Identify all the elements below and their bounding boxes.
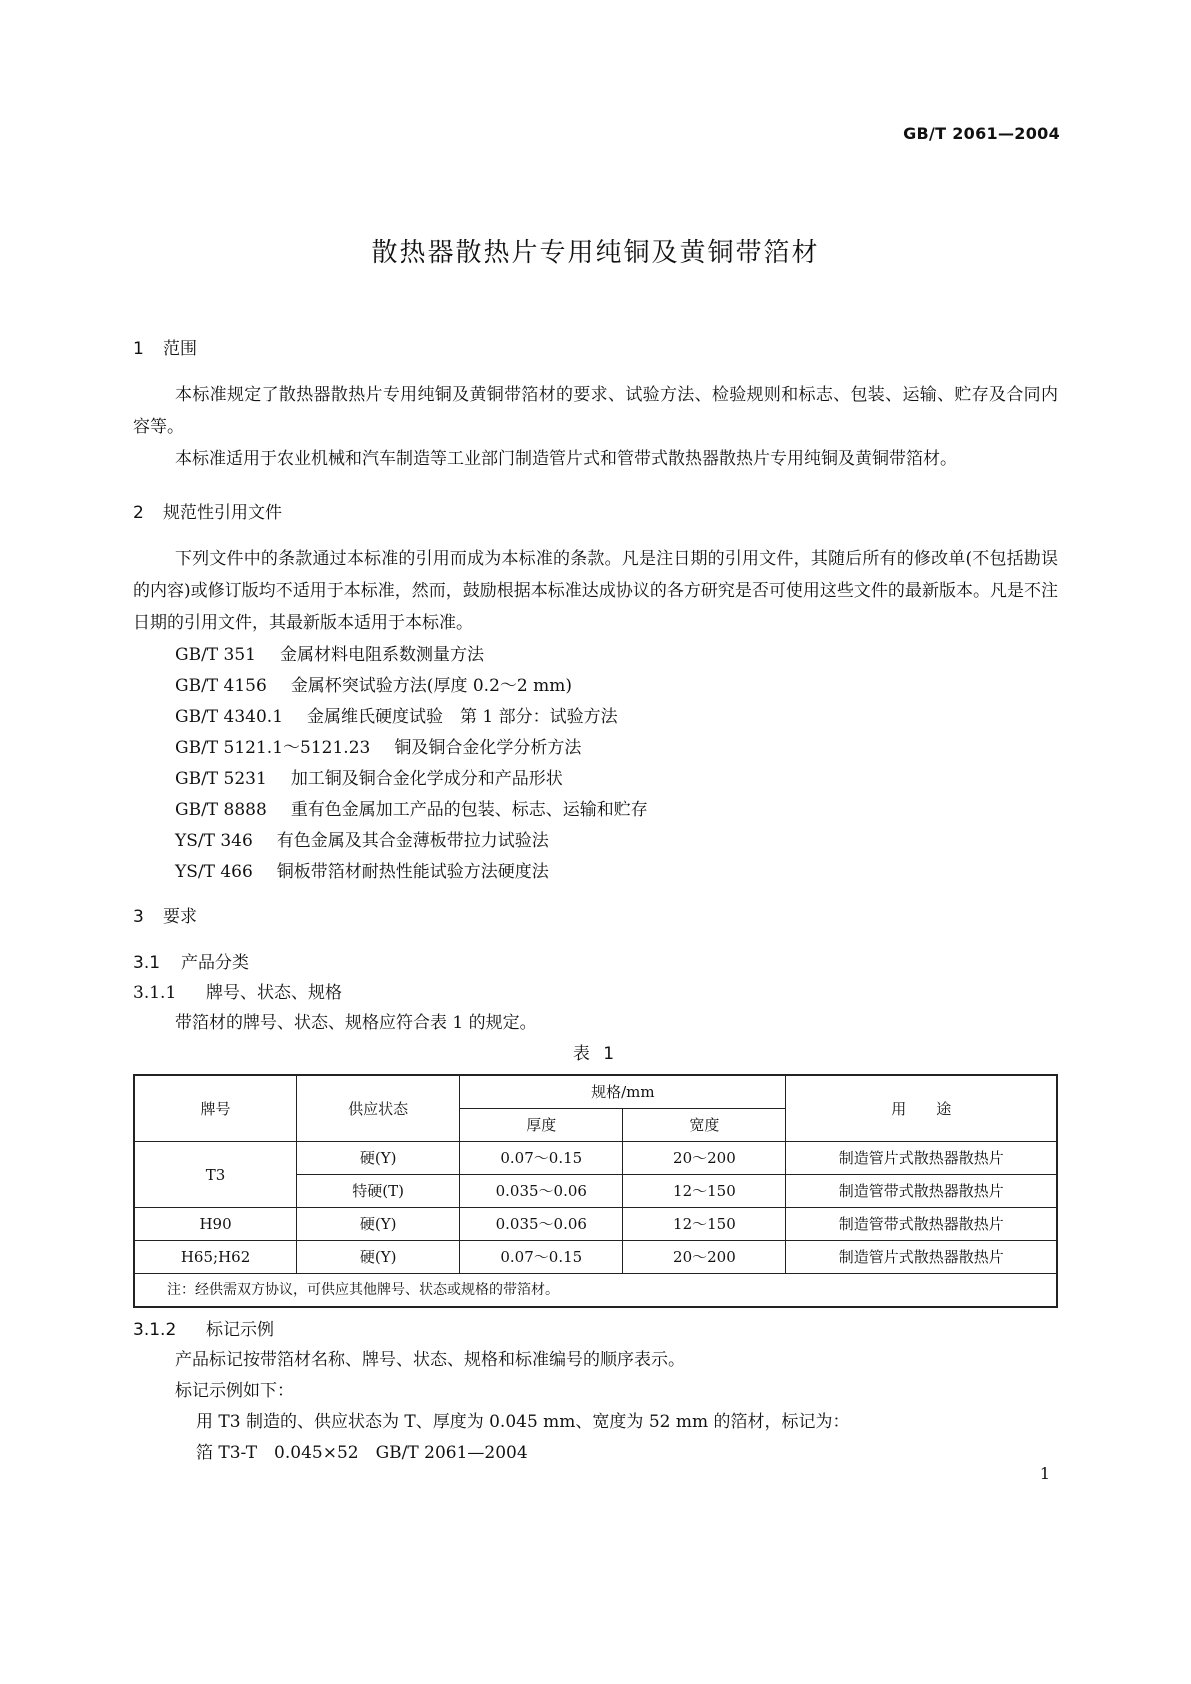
section-title: 范围 — [163, 339, 197, 359]
cell-grade: H65;H62 — [134, 1241, 297, 1274]
section-number: 3.1 — [133, 953, 161, 973]
section-title: 牌号、状态、规格 — [206, 983, 342, 1003]
cell-thickness: 0.07～0.15 — [460, 1142, 623, 1175]
section-title: 要求 — [163, 907, 197, 927]
table-header-row — [134, 1075, 1057, 1109]
table-row — [134, 1208, 1057, 1241]
cell-temper: 硬(Y) — [297, 1241, 460, 1274]
table-row — [134, 1241, 1057, 1274]
reference-name: 铜板带箔材耐热性能试验方法硬度法 — [276, 862, 549, 882]
table-caption: 表 1 — [572, 1044, 619, 1064]
spec-table — [133, 1074, 1058, 1308]
section-2-heading — [133, 497, 1058, 529]
section-number: 2 — [133, 503, 144, 523]
page-number: 1 — [1039, 1464, 1050, 1483]
section-3-1-heading — [133, 947, 1058, 977]
cell-thickness: 0.035～0.06 — [460, 1208, 623, 1241]
header-spec: 规格/mm — [460, 1075, 786, 1109]
cell-width: 20～200 — [623, 1142, 786, 1175]
reference-item — [133, 763, 1058, 794]
cell-grade: H90 — [134, 1208, 297, 1241]
header-grade: 牌号 — [134, 1075, 297, 1142]
cell-temper: 硬(Y) — [297, 1142, 460, 1175]
reference-code: GB/T 351 — [175, 645, 256, 665]
reference-code: GB/T 4156 — [175, 676, 267, 696]
reference-item — [133, 732, 1058, 763]
header-temper: 供应状态 — [297, 1075, 460, 1142]
cell-use: 制造管带式散热器散热片 — [786, 1175, 1057, 1208]
reference-name: 加工铜及铜合金化学成分和产品形状 — [290, 769, 563, 789]
paragraph: 本标准规定了散热器散热片专用纯铜及黄铜带箔材的要求、试验方法、检验规则和标志、包装、运输、贮存及合同内容等。 — [133, 385, 1058, 437]
reference-item — [133, 701, 1058, 732]
table-note: 注：经供需双方协议，可供应其他牌号、状态或规格的带箔材。 — [134, 1274, 1057, 1308]
cell-use: 制造管带式散热器散热片 — [786, 1208, 1057, 1241]
reference-item — [133, 825, 1058, 856]
cell-temper: 硬(Y) — [297, 1208, 460, 1241]
marking-text: 产品标记按带箔材名称、牌号、状态、规格和标准编号的顺序表示。 — [175, 1350, 685, 1370]
section-title: 标记示例 — [206, 1320, 274, 1340]
reference-item — [133, 856, 1058, 887]
section-3-1-2-heading — [133, 1314, 1058, 1344]
section-number: 3.1.2 — [133, 1320, 177, 1340]
cell-width: 12～150 — [623, 1208, 786, 1241]
reference-code: GB/T 4340.1 — [175, 707, 284, 727]
reference-item — [133, 794, 1058, 825]
document-title: 散热器散热片专用纯铜及黄铜带箔材 — [371, 238, 820, 268]
section-number: 1 — [133, 339, 144, 359]
cell-thickness: 0.035～0.06 — [460, 1175, 623, 1208]
reference-item — [133, 670, 1058, 701]
cell-thickness: 0.07～0.15 — [460, 1241, 623, 1274]
paragraph: 下列文件中的条款通过本标准的引用而成为本标准的条款。凡是注日期的引用文件，其随后所有的修改单(不包括勘误的内容)或修订版均不适用于本标准，然而，鼓励根据本标准达成协议的各方研究是否可使用这些文件的最新版本。凡是不注日期的引用文件，其最新版本适用于本标准。 — [133, 549, 1058, 633]
reference-name: 重有色金属加工产品的包装、标志、运输和贮存 — [290, 800, 648, 820]
cell-use: 制造管片式散热器散热片 — [786, 1142, 1057, 1175]
marking-text: 标记示例如下： — [175, 1381, 294, 1401]
reference-item — [133, 639, 1058, 670]
reference-code: GB/T 5231 — [175, 769, 267, 789]
cell-temper: 特硬(T) — [297, 1175, 460, 1208]
header-width: 宽度 — [623, 1109, 786, 1142]
table-note-row — [134, 1274, 1057, 1308]
reference-name: 铜及铜合金化学分析方法 — [394, 738, 582, 758]
reference-name: 金属维氏硬度试验 第 1 部分：试验方法 — [307, 707, 618, 727]
section-number: 3 — [133, 907, 144, 927]
reference-code: GB/T 8888 — [175, 800, 267, 820]
header-use: 用 途 — [786, 1075, 1057, 1142]
marking-text: 用 T3 制造的、供应状态为 T、厚度为 0.045 mm、宽度为 52 mm 的箔材，标记为： — [196, 1412, 850, 1432]
reference-name: 金属材料电阻系数测量方法 — [280, 645, 484, 665]
section-3-1-1-heading — [133, 977, 1058, 1007]
standard-code: GB/T 2061—2004 — [903, 124, 1060, 143]
section-1-heading — [133, 333, 1058, 365]
reference-name: 有色金属及其合金薄板带拉力试验法 — [276, 831, 549, 851]
section-title: 规范性引用文件 — [163, 503, 282, 523]
marking-example: 箔 T3-T 0.045×52 GB/T 2061—2004 — [196, 1443, 528, 1463]
cell-width: 20～200 — [623, 1241, 786, 1274]
section-number: 3.1.1 — [133, 983, 177, 1003]
table-row — [134, 1142, 1057, 1175]
reference-code: YS/T 466 — [175, 862, 253, 882]
reference-code: GB/T 5121.1～5121.23 — [175, 738, 371, 758]
reference-name: 金属杯突试验方法(厚度 0.2～2 mm) — [290, 676, 572, 696]
reference-code: YS/T 346 — [175, 831, 253, 851]
cell-width: 12～150 — [623, 1175, 786, 1208]
table-reference-text: 带箔材的牌号、状态、规格应符合表 1 的规定。 — [175, 1013, 537, 1033]
header-thickness: 厚度 — [460, 1109, 623, 1142]
cell-use: 制造管片式散热器散热片 — [786, 1241, 1057, 1274]
document-body — [133, 333, 1058, 1468]
cell-grade: T3 — [134, 1142, 297, 1208]
section-title: 产品分类 — [181, 953, 249, 973]
paragraph: 本标准适用于农业机械和汽车制造等工业部门制造管片式和管带式散热器散热片专用纯铜及黄铜带箔材。 — [175, 449, 957, 469]
section-3-heading — [133, 901, 1058, 933]
